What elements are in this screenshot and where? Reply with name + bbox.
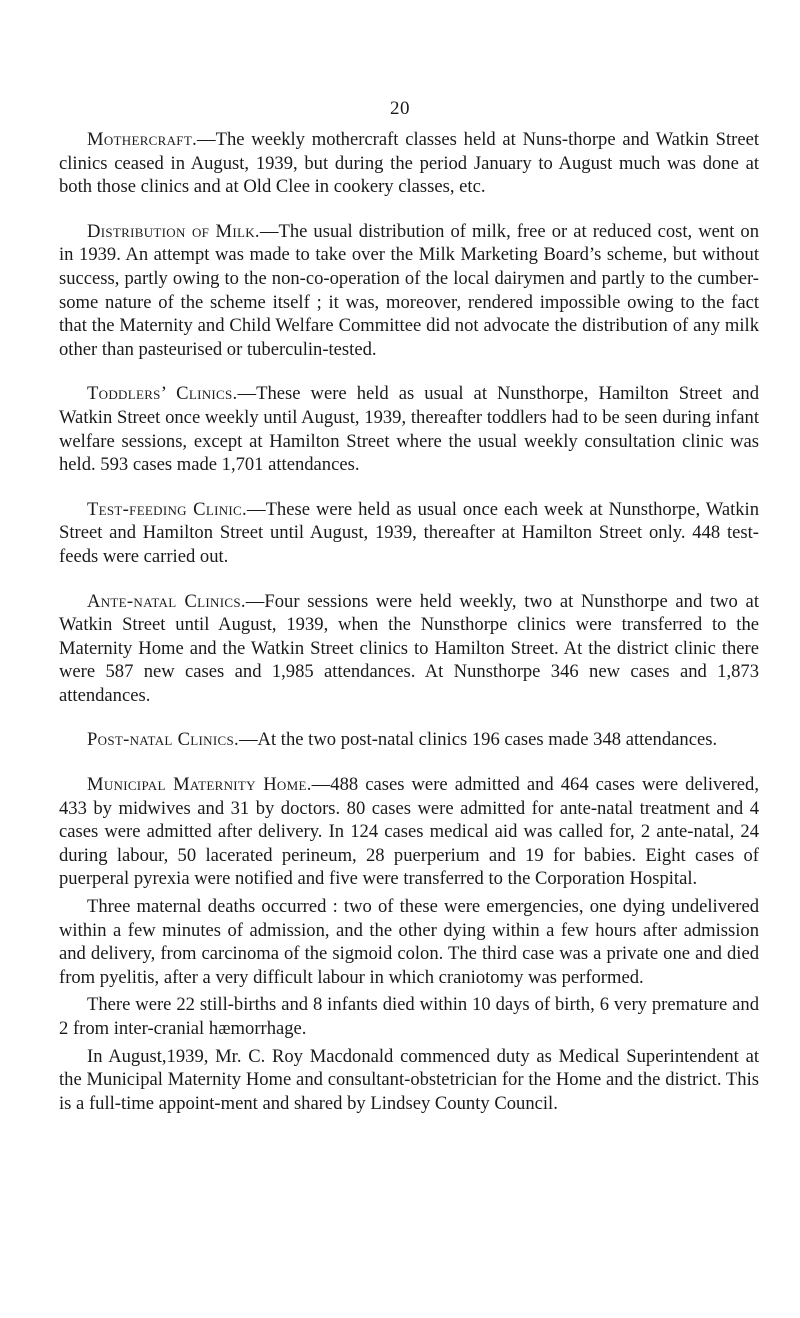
paragraph-text: —The usual distribution of milk, free or at reduced cost, went on in 1939. An attempt was made to take over the Milk Marketing Board’s scheme, but without success, partly owing to the non-co-operation of the local dairymen and partly to the cumber-some nature of the scheme itself ; it was, moreover, rendered impossible owing to the fact that the Maternity and Child Welfare Committee did not advocate the distribution of any milk other than pasteurised or tuberculin-tested. [59, 220, 759, 360]
paragraph-still-births: There were 22 still-births and 8 infants died within 10 days of birth, 6 very premature and 2 from inter-cranial hæmorrhage. [59, 994, 759, 1039]
section-heading: Mothercraft. [87, 129, 198, 150]
section-heading: Distribution of Milk. [87, 220, 260, 242]
paragraph-test-feeding-clinic [59, 498, 759, 569]
section-heading: Toddlers’ Clinics. [87, 383, 238, 405]
paragraph-toddlers-clinics [59, 382, 759, 476]
paragraph-text: —These were held as usual at Nunsthorpe, Hamilton Street and Watkin Street once weekly until August, 1939, thereafter toddlers had to be seen during infant welfare sessions, except at Hamilton Street where the usual weekly consultation clinic was held. 593 cases made 1,701 attendances. [59, 383, 759, 476]
paragraph-distribution-of-milk [59, 220, 759, 362]
document-body [59, 128, 759, 1119]
paragraph-text: —488 cases were admitted and 464 cases were delivered, 433 by midwives and 31 by doctors. 80 cases were admitted for ante-natal treatment and 4 cases were admitted after delivery. In 124 cases medical aid was called for, 2 ante-natal, 24 during labour, 50 lacerated perineum, 28 puerperium and 19 for babies. Eight cases of puerperal pyrexia were notified and five were transferred to the Corporation Hospital. [59, 774, 759, 890]
paragraph-text: —These were held as usual once each week at Nunsthorpe, Watkin Street and Hamilton Street until August, 1939, thereafter at Hamilton Street only. 448 test-feeds were carried out. [59, 498, 759, 567]
paragraph-text: —Four sessions were held weekly, two at Nunsthorpe and two at Watkin Street until August, 1939, when the Nunsthorpe clinics were transferred to the Maternity Home and the Watkin Street clinics to Hamilton Street. At the district clinic there were 587 new cases and 1,985 attendances. At Nunsthorpe 346 new cases and 1,873 attendances. [59, 590, 759, 706]
paragraph-text: —The weekly mothercraft classes held at Nuns-thorpe and Watkin Street clinics ceased in August, 1939, but during the period January to August much was done at both those clinics and at Old Clee in cookery classes, etc. [59, 129, 759, 198]
paragraph-ante-natal-clinics [59, 590, 759, 708]
section-heading: Test-feeding Clinic. [87, 498, 247, 520]
page-number: 20 [390, 98, 410, 119]
paragraph-medical-superintendent: In August,1939, Mr. C. Roy Macdonald commenced duty as Medical Superintendent at the Municipal Maternity Home and consultant-obstetrician for the Home and the district. This is a full-time appoint-ment and shared by Lindsey County Council. [59, 1045, 759, 1114]
section-heading: Post-natal Clinics. [87, 729, 239, 751]
paragraph-maternal-deaths: Three maternal deaths occurred : two of these were emergencies, one dying undelivered within a few minutes of admission, and the other dying within a few hours after admission and delivery, from carcinoma of the sigmoid colon. The third case was a private one and died from pyelitis, after a very difficult labour in which craniotomy was performed. [59, 896, 759, 988]
section-heading: Municipal Maternity Home. [87, 774, 312, 796]
paragraph-municipal-maternity-home [59, 773, 759, 891]
section-heading: Ante-natal Clinics. [87, 590, 246, 612]
paragraph-post-natal-clinics [59, 728, 759, 752]
paragraph-text: —At the two post-natal clinics 196 cases made 348 attendances. [238, 729, 718, 751]
paragraph-mothercraft [59, 128, 759, 199]
